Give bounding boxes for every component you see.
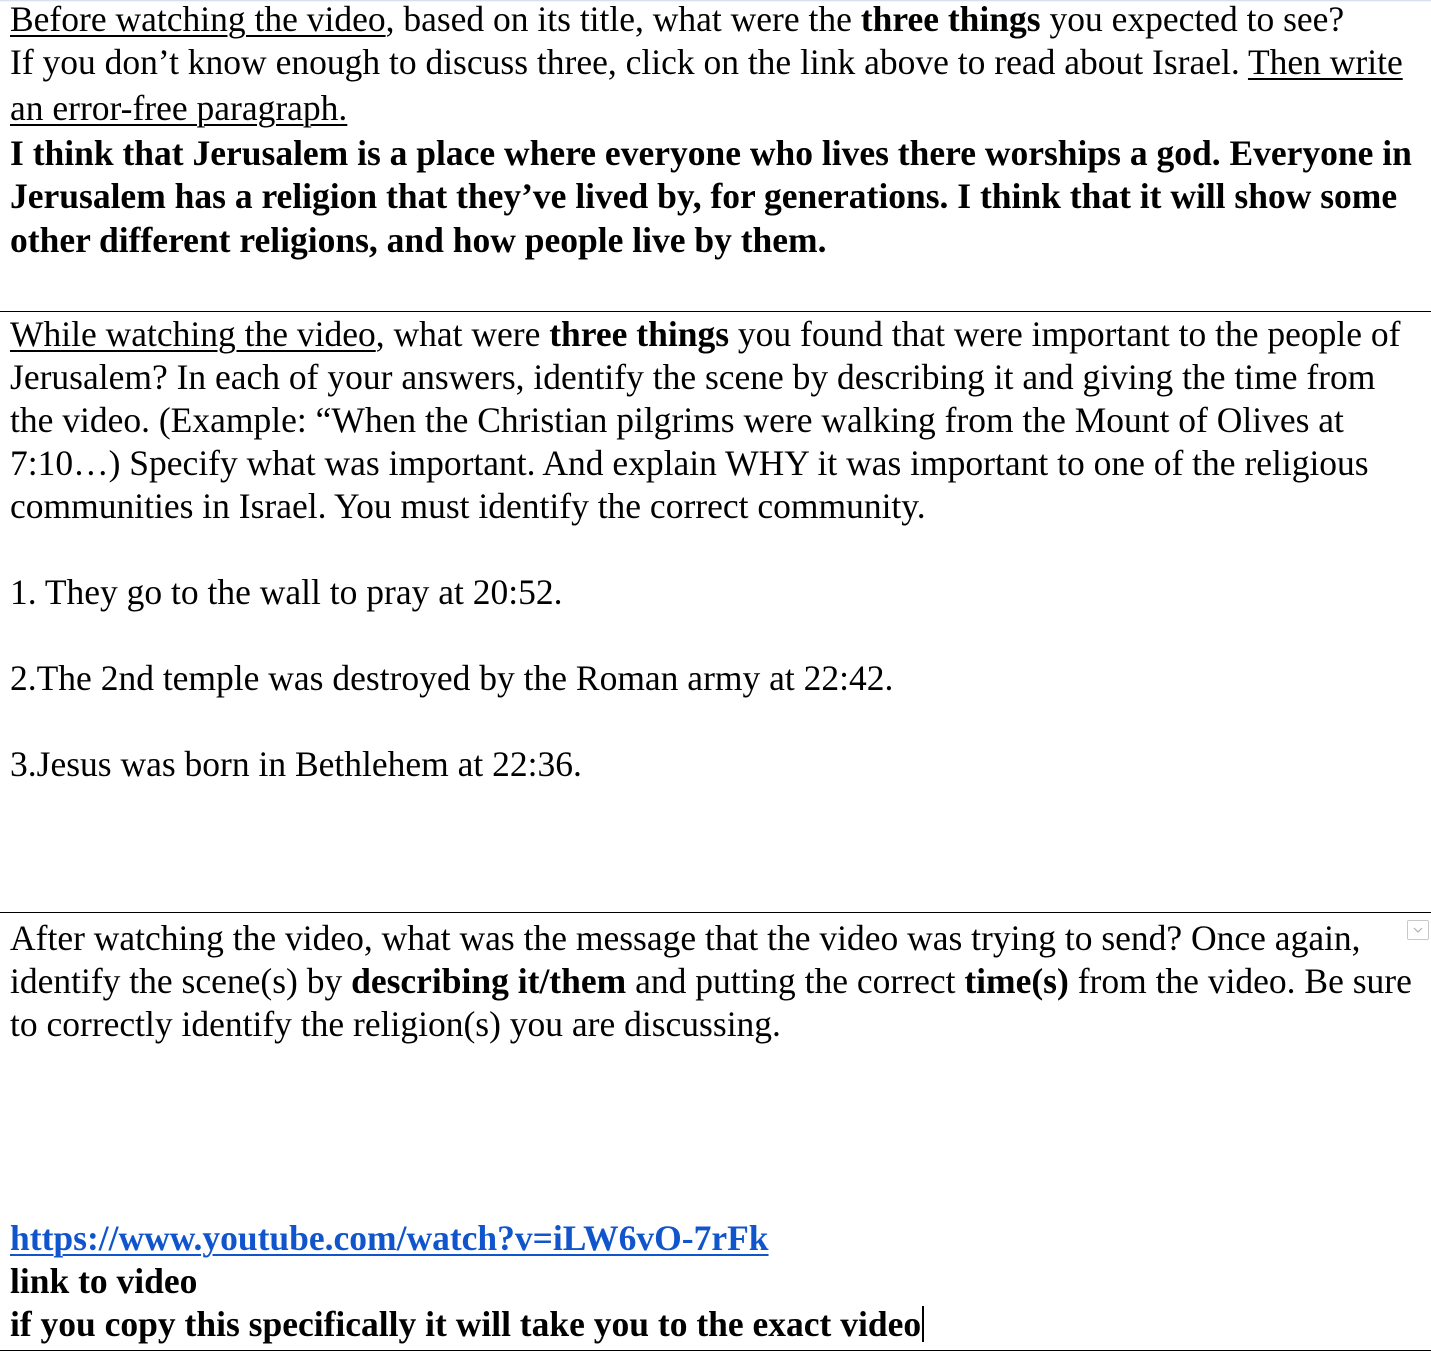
while-question-text-1: , what were (375, 314, 550, 354)
after-emphasis-2: time(s) (964, 961, 1069, 1001)
link-note[interactable] (10, 1303, 1421, 1346)
after-question-text-1: After watching the video, what was the message that the video was trying to send? Once again, identify the scene(s) by (10, 918, 1361, 1001)
while-emphasis: three things (549, 314, 730, 354)
link-label: link to video (10, 1261, 198, 1301)
after-question-text-3: from the video. Be sure to correctly identify the religion(s) you are discussing. (10, 961, 1412, 1044)
video-link[interactable]: https://www.youtube.com/watch?v=iLW6vO-7rFk (10, 1218, 769, 1258)
while-answer-1[interactable]: 1. They go to the wall to pray at 20:52. (10, 572, 563, 612)
before-instruction-underlined: Then write an error-free paragraph. (10, 41, 1403, 128)
before-instruction-text: If you don’t know enough to discuss three, click on the link above to read about Israel. (10, 41, 1248, 82)
while-heading: While watching the video (10, 314, 376, 354)
while-answer-3[interactable]: 3.Jesus was born in Bethlehem at 22:36. (10, 744, 582, 784)
after-emphasis-1: describing it/them (351, 961, 627, 1001)
while-answer-2[interactable]: 2.The 2nd temple was destroyed by the Roman army at 22:42. (10, 658, 894, 698)
chevron-down-icon[interactable] (1407, 920, 1429, 940)
text-cursor (922, 1306, 924, 1342)
after-question (10, 917, 1421, 1046)
link-note-text: if you copy this specifically it will take you to the exact video (10, 1304, 922, 1344)
before-answer[interactable]: I think that Jerusalem is a place where everyone who lives there worships a god. Everyone in Jerusalem has a religion that they’ve lived by, for generations. I think that it will show some other different religions, and how people live by them. (10, 132, 1412, 260)
before-instruction (10, 39, 1421, 132)
divider (0, 1350, 1431, 1351)
before-emphasis: three things (860, 0, 1041, 39)
before-question (10, 0, 1421, 43)
divider (0, 912, 1431, 913)
before-heading: Before watching the video (10, 0, 386, 39)
while-section[interactable] (0, 313, 1431, 786)
before-question-text-2: you expected to see? (1040, 0, 1345, 39)
while-question (10, 313, 1421, 528)
after-question-text-2: and putting the correct (626, 961, 965, 1001)
after-section[interactable] (0, 917, 1431, 1046)
divider (0, 311, 1431, 312)
link-section (0, 1217, 1431, 1346)
while-question-text-2: you found that were important to the people of Jerusalem? In each of your answers, identify the scene by describing it and giving the time from the video. (Example: “When the Christian pilgrims were walking from the Mount of Olives at 7:10…) Specify what was important. And explain WHY it was important to one of the religious communities in Israel. You must identify the correct community. (10, 314, 1401, 526)
before-section[interactable] (0, 0, 1431, 262)
before-question-text-1: , based on its title, what were the (385, 0, 861, 39)
